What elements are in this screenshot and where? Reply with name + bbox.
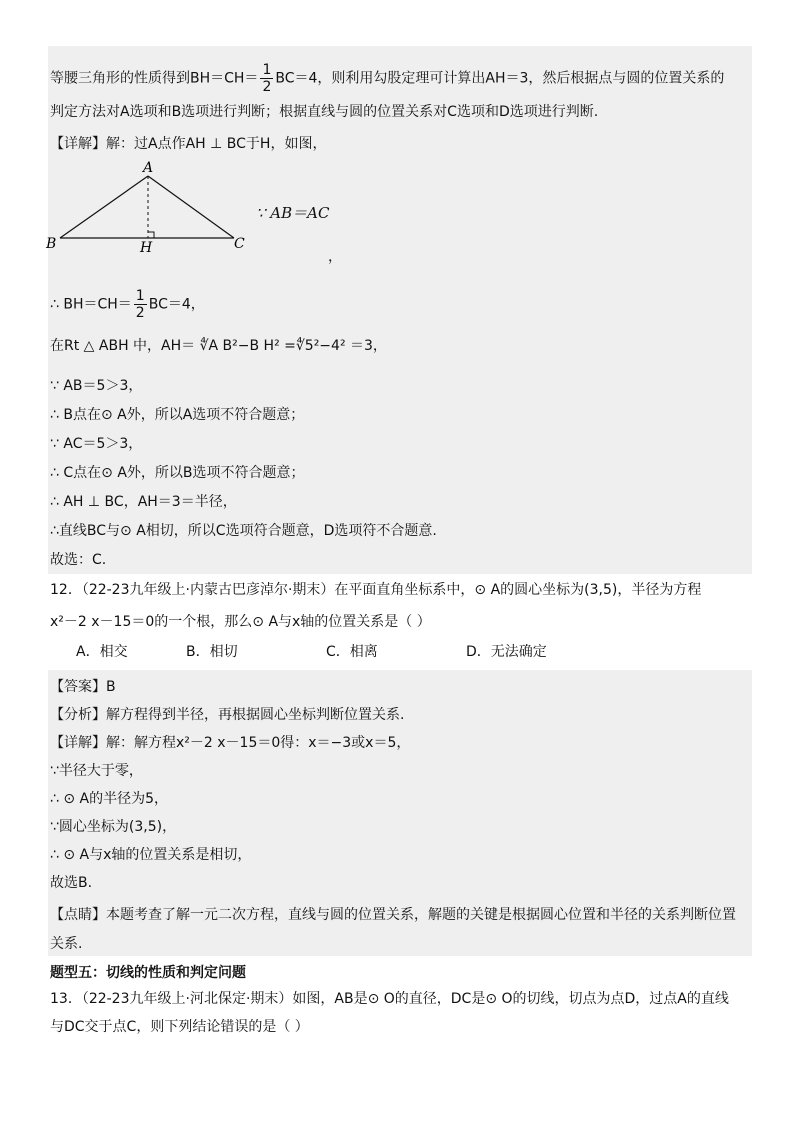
question-12: 12．（22-23九年级上·内蒙古巴彦淖尔·期末）在平面直角坐标系中，⊙ A的圆心坐标为(3,5)，半径为方程 <box>50 582 702 598</box>
text-line: ∵圆心坐标为(3,5)， <box>50 819 177 835</box>
text-line: ∴直线BC与⊙ A相切，所以C选项符合题意，D选项符不合题意. <box>50 523 437 539</box>
comment-line: 【点睛】本题考查了解一元二次方程，直线与圆的位置关系，解题的关键是根据圆心位置和半径的关系判断位置 <box>50 907 736 923</box>
option-b[interactable]: B．相切 <box>186 644 238 660</box>
text-line: ∴ C点在⊙ A外，所以B选项不符合题意； <box>50 465 305 481</box>
segment-ab <box>60 176 148 238</box>
text-line: ∴ ⊙ A的半径为5， <box>50 791 169 807</box>
comment-line: 关系. <box>50 936 83 952</box>
label-a: A <box>143 160 154 176</box>
segment-ac <box>148 176 234 238</box>
detail-line: 【详解】解：解方程x²－2 x－15＝0得：x＝−3或x＝5， <box>50 735 411 751</box>
text-line: ∴ AH ⊥ BC，AH＝3＝半径， <box>50 494 237 510</box>
text-line: ∵ AC＝5＞3， <box>50 436 143 452</box>
analysis-line: 【分析】解方程得到半径，再根据圆心坐标判断位置关系. <box>50 707 405 723</box>
fraction: $\frac{1}{2}$ <box>135 288 145 321</box>
label-c: C <box>234 236 245 252</box>
text-line: ∴ B点在⊙ A外，所以A选项不符合题意； <box>50 407 305 423</box>
text-line: ， <box>328 249 342 265</box>
question-13: 13．（22-23九年级上·河北保定·期末）如图，AB是⊙ O的直径，DC是⊙ O的切线，切点为点D，过点A的直线 <box>50 991 729 1007</box>
text-line: ∴ BH＝CH＝ $\frac{1}{2}$ BC＝4， <box>50 288 205 321</box>
text-line: 故选：C. <box>50 552 107 568</box>
answer-line: 【答案】B <box>50 679 116 695</box>
text-line: ∵ AB＝5＞3， <box>50 378 143 394</box>
option-c[interactable]: C．相离 <box>326 644 378 660</box>
text-line: ∴ ⊙ A与x轴的位置关系是相切， <box>50 847 252 863</box>
text-line: 故选B. <box>50 875 93 891</box>
label-b: B <box>46 236 57 252</box>
question-13: 与DC交于点C，则下列结论错误的是（ ） <box>50 1019 309 1035</box>
text-line: 判定方法对A选项和B选项进行判断；根据直线与圆的位置关系对C选项和D选项进行判断. <box>50 104 599 120</box>
text-line: 等腰三角形的性质得到BH＝CH＝ $\frac{1}{2}$ BC＝4，则利用勾股定理可计算出AH＝3，然后根据点与圆的位置关系的 <box>50 62 725 95</box>
question-12: x²－2 x－15＝0的一个根，那么⊙ A与x轴的位置关系是（ ） <box>50 614 431 630</box>
label-h: H <box>140 240 153 256</box>
text-line: 在Rt △ ABH 中，AH＝ ∜A B²−B H² =∜5²−4² ＝3， <box>50 338 387 354</box>
text-line: ∵ AB＝AC <box>256 204 330 222</box>
text-line: ∵半径大于零， <box>50 763 143 779</box>
option-d[interactable]: D．无法确定 <box>466 644 547 660</box>
text-line: 【详解】解：过A点作AH ⊥ BC于H，如图， <box>50 136 327 152</box>
option-a[interactable]: A．相交 <box>76 644 128 660</box>
question-12-options <box>76 642 547 662</box>
triangle-figure <box>44 158 264 258</box>
fraction: $\frac{1}{2}$ <box>262 62 272 95</box>
right-angle-mark <box>148 232 154 238</box>
section-heading: 题型五：切线的性质和判定问题 <box>50 965 246 981</box>
